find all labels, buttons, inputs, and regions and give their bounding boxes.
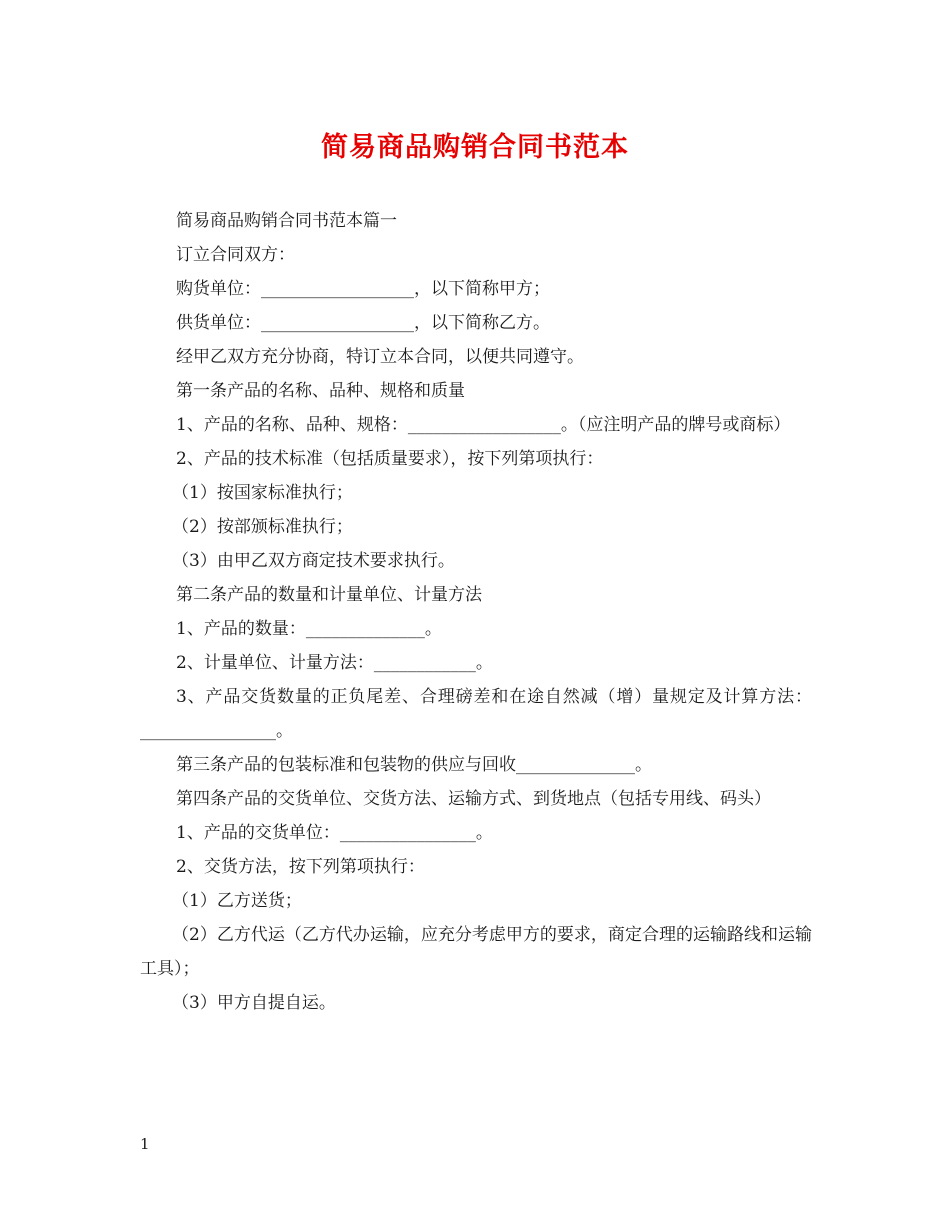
article-2-item-1: 1、产品的数量：______________。	[176, 619, 442, 639]
article-4-option-2: （2）乙方代运（乙方代办运输，应充分考虑甲方的要求，商定合理的运输路线和运输工具）；	[140, 925, 812, 979]
article-3-heading: 第三条产品的包装标准和包装物的供应与回收______________。	[176, 755, 652, 775]
page-number: 1	[140, 1135, 150, 1153]
article-4-option-3: （3）甲方自提自运。	[172, 993, 336, 1013]
document-body	[140, 204, 812, 1020]
article-1-option-2: （2）按部颁标准执行；	[172, 517, 353, 537]
article-2-heading: 第二条产品的数量和计量单位、计量方法	[176, 585, 482, 605]
article-1-item-1: 1、产品的名称、品种、规格：__________________。（应注明产品的牌号或商标）	[176, 415, 791, 435]
article-4-heading: 第四条产品的交货单位、交货方法、运输方式、到货地点（包括专用线、码头）	[176, 789, 771, 809]
article-2-item-3: 3、产品交货数量的正负尾差、合理磅差和在途自然减（增）量规定及计算方法：________________。	[140, 687, 812, 741]
article-1-option-1: （1）按国家标准执行；	[172, 483, 353, 503]
article-4-item-1: 1、产品的交货单位：________________。	[176, 823, 493, 843]
paragraph-parties: 订立合同双方：	[176, 245, 295, 265]
article-1-heading: 第一条产品的名称、品种、规格和质量	[176, 381, 465, 401]
paragraph-supplier: 供货单位：__________________，以下简称乙方。	[176, 313, 550, 333]
article-1-item-2: 2、产品的技术标准（包括质量要求），按下列第项执行：	[176, 449, 604, 469]
document-title: 简易商品购销合同书范本	[321, 132, 629, 163]
paragraph-agreement: 经甲乙双方充分协商，特订立本合同，以便共同遵守。	[176, 347, 584, 367]
article-4-option-1: （1）乙方送货；	[172, 891, 302, 911]
article-1-option-3: （3）由甲乙双方商定技术要求执行。	[172, 551, 455, 571]
article-2-item-2: 2、计量单位、计量方法：____________。	[176, 653, 493, 673]
article-4-item-2: 2、交货方法，按下列第项执行：	[176, 857, 425, 877]
paragraph-buyer: 购货单位：__________________，以下简称甲方；	[176, 279, 550, 299]
paragraph-heading: 简易商品购销合同书范本篇一	[176, 211, 397, 231]
